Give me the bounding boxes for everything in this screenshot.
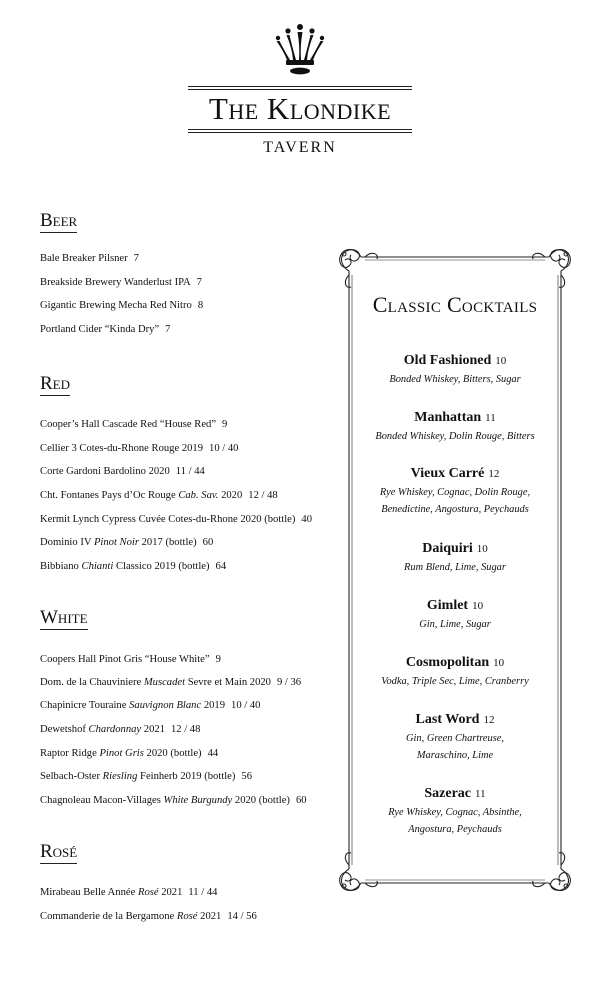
cocktail-item: Last Word 12 Gin, Green Chartreuse, Maraschino, Lime: [406, 712, 504, 761]
cocktails-title: Classic Cocktails: [372, 292, 538, 317]
cocktail-item: Manhattan 11 Bonded Whiskey, Dolin Rouge, Bitters: [375, 410, 535, 442]
menu-item: Bibbiano Chianti Classico 2019 (bottle) 64: [40, 561, 227, 572]
brand-name: The Klondike: [208, 91, 392, 126]
crown-icon: [270, 20, 330, 80]
menu-item: Corte Gardoni Bardolino 2020 11 / 44: [40, 466, 205, 477]
cocktail-item: Daiquiri 10 Rum Blend, Lime, Sugar: [404, 541, 506, 573]
header-rule-bottom-inner: [188, 129, 412, 130]
menu-item: Breakside Brewery Wanderlust IPA 7: [40, 277, 202, 288]
menu-item: Gigantic Brewing Mecha Red Nitro 8: [40, 300, 204, 311]
section-title-beer: Beer: [40, 210, 78, 231]
cocktail-item: Vieux Carré 12 Rye Whiskey, Cognac, Dolin Rouge, Benedictine, Angostura, Peychauds: [379, 466, 531, 515]
menu-item: Raptor Ridge Pinot Gris 2020 (bottle) 44: [40, 748, 219, 759]
menu-item: Commanderie de la Bergamone Rosé 2021 14 / 56: [40, 911, 257, 922]
menu-item: Portland Cider “Kinda Dry” 7: [40, 324, 171, 335]
menu-item: Cooper’s Hall Cascade Red “House Red” 9: [40, 419, 228, 430]
section-title-rose: Rosé: [40, 841, 78, 862]
cocktail-item: Gimlet 10 Gin, Lime, Sugar: [419, 598, 491, 630]
cocktail-item: Sazerac 11 Rye Whiskey, Cognac, Absinthe, Angostura, Peychauds: [388, 786, 522, 835]
menu-item: Mirabeau Belle Année Rosé 2021 11 / 44: [40, 887, 218, 898]
menu-item: Chagnoleau Macon-Villages White Burgundy 2020 (bottle) 60: [40, 795, 307, 806]
header-rule-top-outer: [188, 86, 412, 87]
brand-subtitle: TAVERN: [263, 139, 337, 156]
section-title-red: Red: [40, 373, 71, 394]
cocktail-item: Cosmopolitan 10 Vodka, Triple Sec, Lime, Cranberry: [381, 655, 529, 687]
menu-item: Kermit Lynch Cypress Cuvée Cotes-du-Rhone 2020 (bottle) 40: [40, 514, 312, 525]
menu-item: Dewetshof Chardonnay 2021 12 / 48: [40, 724, 201, 735]
section-title-white: White: [40, 607, 88, 628]
cocktail-item: Old Fashioned 10 Bonded Whiskey, Bitters, Sugar: [389, 353, 521, 385]
menu-item: Selbach-Oster Riesling Feinherb 2019 (bottle) 56: [40, 771, 252, 782]
menu-item: Cellier 3 Cotes-du-Rhone Rouge 2019 10 / 40: [40, 443, 239, 454]
menu-item: Cht. Fontanes Pays d’Oc Rouge Cab. Sav. 2020 12 / 48: [40, 490, 278, 501]
menu-item: Bale Breaker Pilsner 7: [40, 253, 139, 264]
header-rule-bottom-outer: [188, 132, 412, 133]
menu-item: Chapinicre Touraine Sauvignon Blanc 2019 10 / 40: [40, 700, 261, 711]
menu-item: Dom. de la Chauviniere Muscadet Sevre et Main 2020 9 / 36: [40, 677, 302, 688]
menu-item: Coopers Hall Pinot Gris “House White” 9: [40, 654, 221, 665]
menu-item: Dominio IV Pinot Noir 2017 (bottle) 60: [40, 537, 214, 548]
